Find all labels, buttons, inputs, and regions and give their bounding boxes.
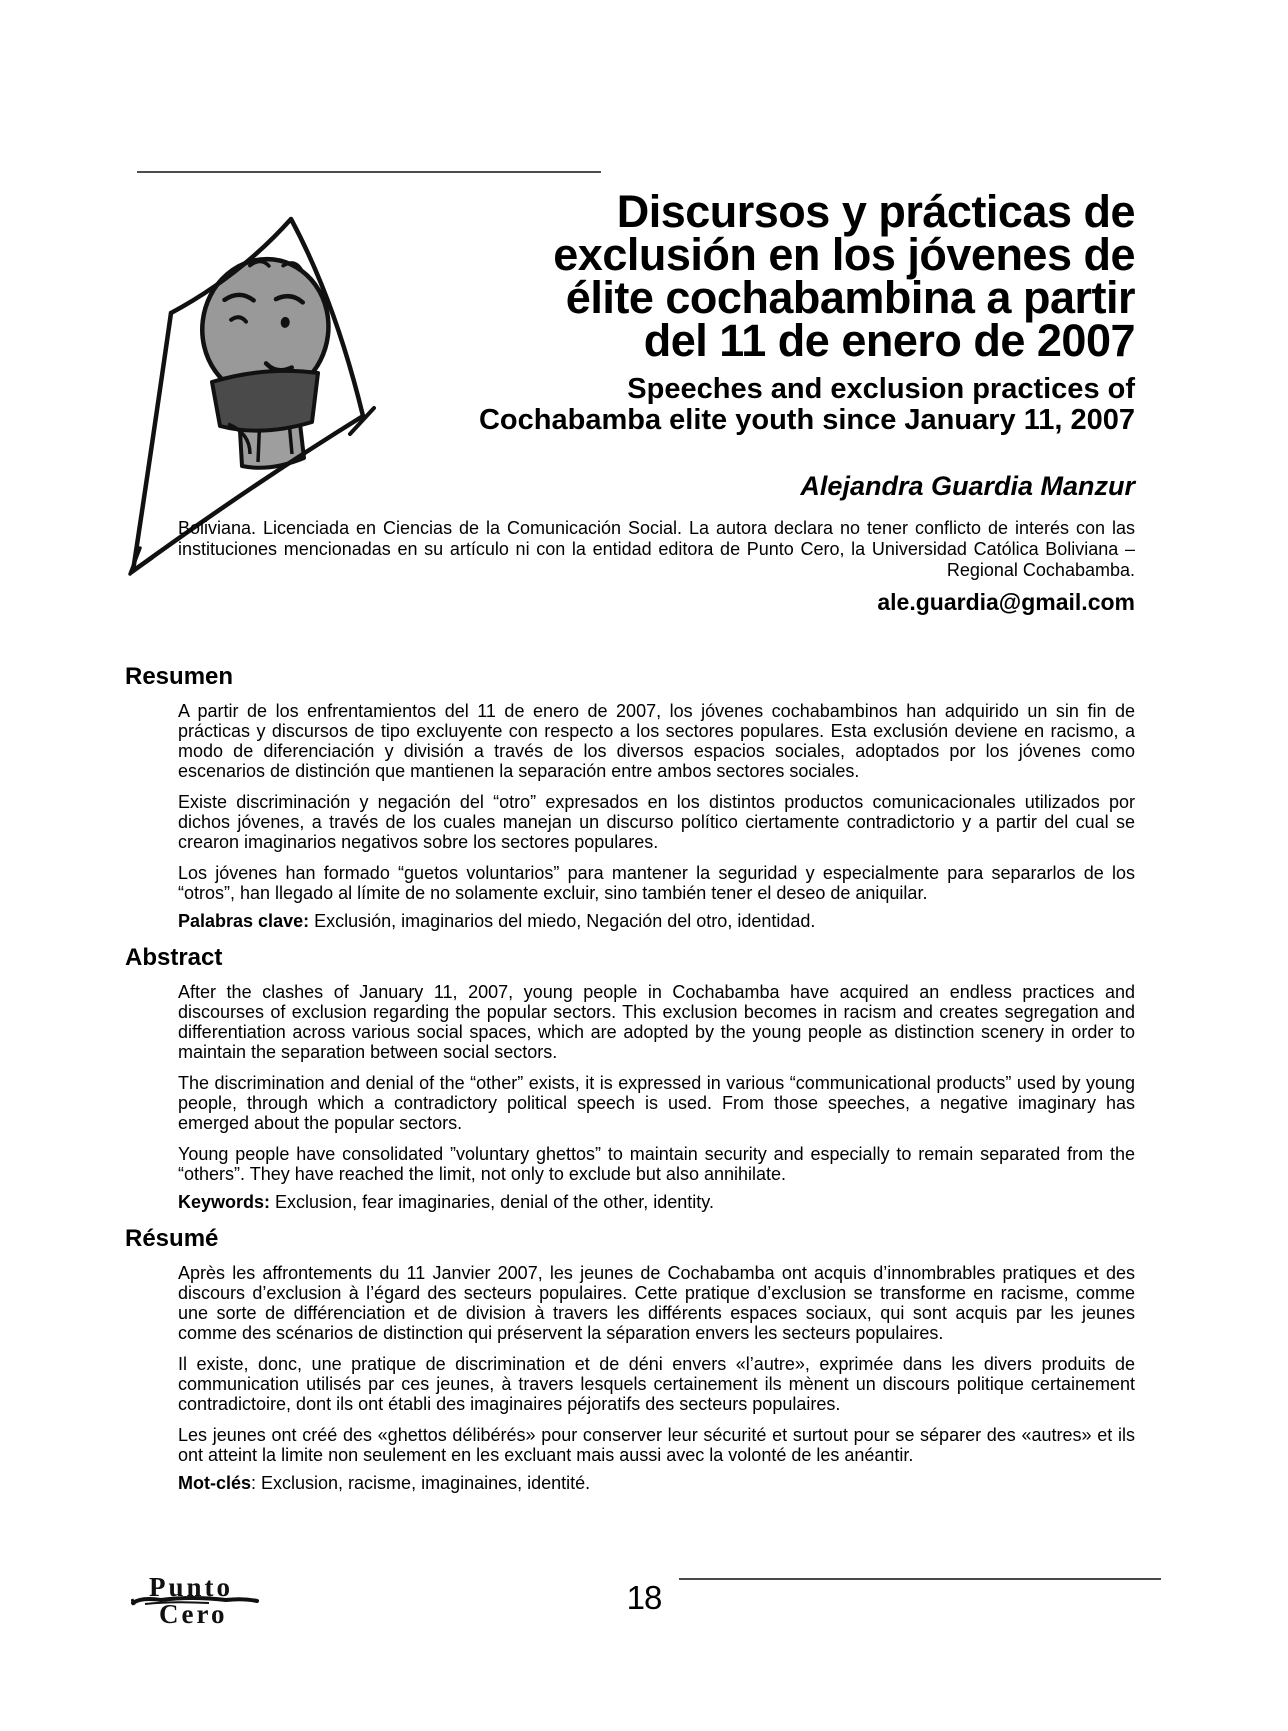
paragraph: A partir de los enfrentamientos del 11 de enero de 2007, los jóvenes cochabambinos han adquirido un sin fin de prácticas y discursos de tipo excluyente con respecto a los sectores populares. Esta exclusión deviene en racismo, a modo de diferenciación y división a través de los diversos espacios sociales, adoptados por los jóvenes como escenarios de distinción que mantienen la separación entre ambos sectores sociales. — [178, 701, 1135, 781]
paragraph: Il existe, donc, une pratique de discrimination et de déni envers «l’autre», exprimée dans les divers produits de communication utilisés par ces jeunes, à travers lesquels certainement ils mènent un discours politique certainement contradictoire, dont ils ont établi des imaginaires péjoratifs des secteurs populaires. — [178, 1354, 1135, 1414]
keywords-line — [178, 911, 1135, 931]
resume-heading: Résumé — [125, 1225, 219, 1252]
article-subtitle — [300, 374, 1135, 436]
author-name: Alejandra Guardia Manzur — [800, 471, 1135, 501]
top-rule — [137, 171, 601, 173]
keywords-label: Keywords: — [178, 1192, 271, 1212]
author-email: ale.guardia@gmail.com — [877, 589, 1135, 615]
abstract-heading: Abstract — [125, 944, 223, 971]
keywords-text: : Exclusion, racisme, imaginaines, identité. — [251, 1473, 591, 1493]
paragraph: Los jóvenes han formado “guetos voluntarios” para mantener la seguridad y especialmente para separarlos de los “otros”, han llegado al límite de no solamente excluir, sino también tener el deseo de aniquilar. — [178, 863, 1135, 903]
paragraph: After the clashes of January 11, 2007, young people in Cochabamba have acquired an endless practices and discourses of exclusion regarding the popular sectors. This exclusion becomes in racism and creates segregation and differentiation across various social spaces, which are adopted by the young people as distinction scenery in order to maintain the separation between social sectors. — [178, 982, 1135, 1062]
keywords-label: Palabras clave: — [178, 911, 310, 931]
article-title — [360, 186, 1135, 366]
paragraph: Young people have consolidated ”voluntary ghettos” to maintain security and especially to remain separated from the “others”. They have reached the limit, not only to exclude but also annihilate. — [178, 1144, 1135, 1184]
journal-logo-line1: Punto — [149, 1572, 234, 1602]
article-title-line: élite cochabambina a partir — [565, 272, 1135, 323]
paragraph: Les jeunes ont créé des «ghettos délibérés» pour conserver leur sécurité et surtout pour se séparer des «autres» et ils ont atteint la limite non seulement en les excluant mais aussi avec la volonté de les anéantir. — [178, 1425, 1135, 1465]
paragraph: Existe discriminación y negación del “otro” expresados en los distintos productos comunicacionales utilizados por dichos jóvenes, a través de los cuales manejan un discurso político ciertamente contradictorio y a partir del cual se crearon imaginarios negativos sobre los sectores populares. — [178, 792, 1135, 852]
article-title-line: del 11 de enero de 2007 — [643, 315, 1135, 366]
resumen-heading: Resumen — [125, 663, 234, 690]
author-affiliation: Boliviana. Licenciada en Ciencias de la Comunicación Social. La autora declara no tener conflicto de interés con las instituciones mencionadas en su artículo ni con la entidad editora de Punto Cero, la Universidad Católica Boliviana – Regional Cochabamba. — [178, 518, 1135, 580]
paragraph: The discrimination and denial of the “other” exists, it is expressed in various “communicational products” used by young people, through which a contradictory political speech is used. From those speeches, a negative imaginary has emerged about the popular sectors. — [178, 1073, 1135, 1133]
article-subtitle-line: Cochabamba elite youth since January 11, 2007 — [478, 404, 1135, 436]
article-title-line: exclusión en los jóvenes de — [553, 229, 1135, 280]
keywords-line — [178, 1473, 1135, 1493]
footer-rule — [679, 1578, 1161, 1580]
article-body — [125, 664, 1135, 1493]
page-number: 18 — [626, 1579, 662, 1616]
article-title-line: Discursos y prácticas de — [616, 186, 1135, 237]
keywords-line — [178, 1192, 1135, 1212]
keywords-text: Exclusión, imaginarios del miedo, Negación del otro, identidad. — [309, 911, 816, 931]
article-subtitle-line: Speeches and exclusion practices of — [627, 373, 1135, 405]
journal-logo-line2: Cero — [159, 1599, 228, 1629]
paragraph: Après les affrontements du 11 Janvier 2007, les jeunes de Cochabamba ont acquis d’innombrables pratiques et des discours d’exclusion à l’égard des secteurs populaires. Cette pratique d’exclusion se transforme en racisme, comme une sorte de différenciation et de division à travers les différents espaces sociaux, qui sont acquis par les jeunes comme des scénarios de distinction qui préservent la séparation envers les secteurs populaires. — [178, 1263, 1135, 1343]
keywords-text: Exclusion, fear imaginaries, denial of the other, identity. — [270, 1192, 714, 1212]
keywords-label: Mot-clés — [178, 1473, 252, 1493]
